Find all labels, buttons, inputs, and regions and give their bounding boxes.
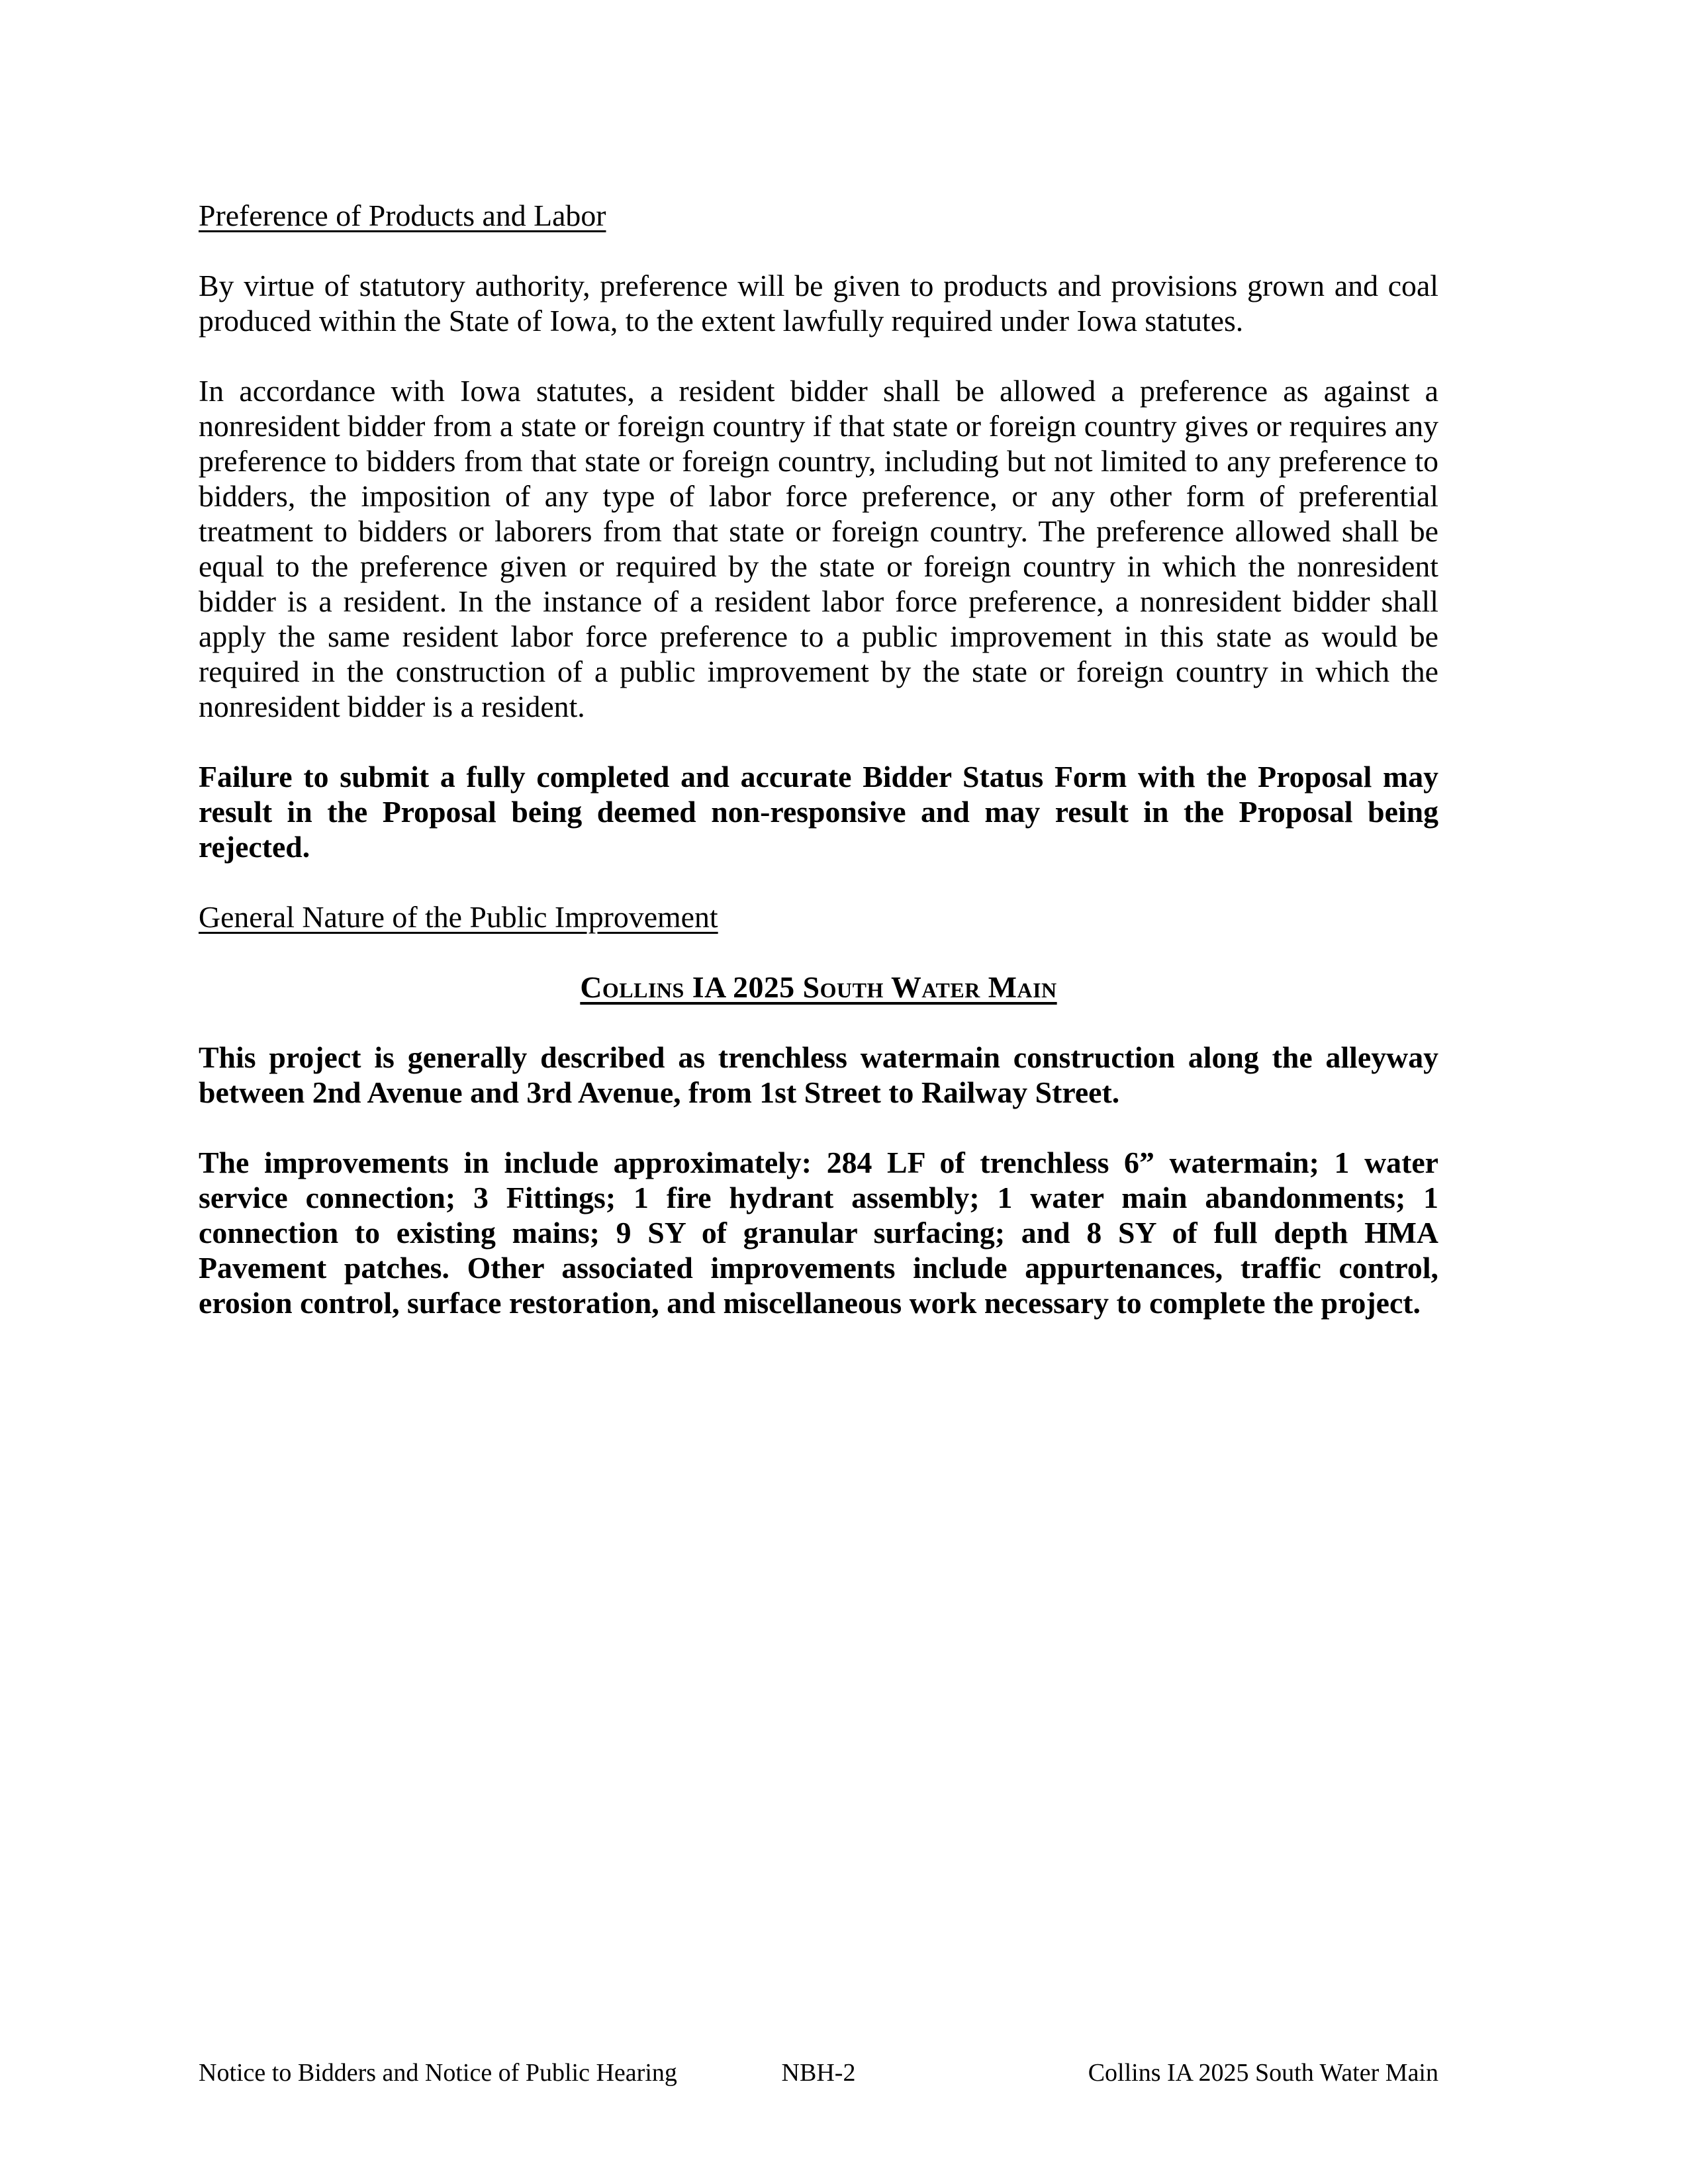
- footer-document-title: Notice to Bidders and Notice of Public Hearing: [199, 2059, 677, 2087]
- heading-general-nature-text: General Nature of the Public Improvement: [199, 900, 718, 934]
- document-body: [199, 198, 1438, 1355]
- paragraph-improvements-list: The improvements in include approximately: 284 LF of trenchless 6” watermain; 1 water service connection; 3 Fittings; 1 fire hydrant assembly; 1 water main abandonments; 1 connection to existing mains; 9 SY of granular surfacing; and 8 SY of full depth HMA Pavement patches. Other associated improvements include appurtenances, traffic control, erosion control, surface restoration, and miscellaneous work necessary to complete the project.: [199, 1146, 1438, 1320]
- footer-project-name: Collins IA 2025 South Water Main: [1088, 2059, 1438, 2087]
- project-title-line: [199, 970, 1438, 1005]
- project-title: Collins IA 2025 South Water Main: [580, 970, 1057, 1004]
- paragraph-project-description: This project is generally described as trenchless watermain construction along the alleyway between 2nd Avenue and 3rd Avenue, from 1st Street to Railway Street.: [199, 1040, 1438, 1109]
- page-footer: [199, 2058, 1438, 2087]
- paragraph-statutory-authority: By virtue of statutory authority, preference will be given to products and provisions grown and coal produced within the State of Iowa, to the extent lawfully required under Iowa statutes.: [199, 269, 1438, 338]
- paragraph-bidder-status-warning: Failure to submit a fully completed and accurate Bidder Status Form with the Proposal may result in the Proposal being deemed non-responsive and may result in the Proposal being rejected.: [199, 760, 1438, 864]
- heading-preference-of-products-and-labor: [199, 198, 1438, 233]
- paragraph-resident-bidder-preference: In accordance with Iowa statutes, a resident bidder shall be allowed a preference as against a nonresident bidder from a state or foreign country if that state or foreign country gives or requires any preference to bidders from that state or foreign country, including but not limited to any preference to bidders, the imposition of any type of labor force preference, or any other form of preferential treatment to bidders or laborers from that state or foreign country. The preference allowed shall be equal to the preference given or required by the state or foreign country in which the nonresident bidder is a resident. In the instance of a resident labor force preference, a nonresident bidder shall apply the same resident labor force preference to a public improvement in this state as would be required in the construction of a public improvement by the state or foreign country in which the nonresident bidder is a resident.: [199, 374, 1438, 723]
- heading-general-nature: [199, 899, 1438, 934]
- footer-page-number: NBH-2: [781, 2059, 856, 2087]
- heading-preference-text: Preference of Products and Labor: [199, 199, 606, 232]
